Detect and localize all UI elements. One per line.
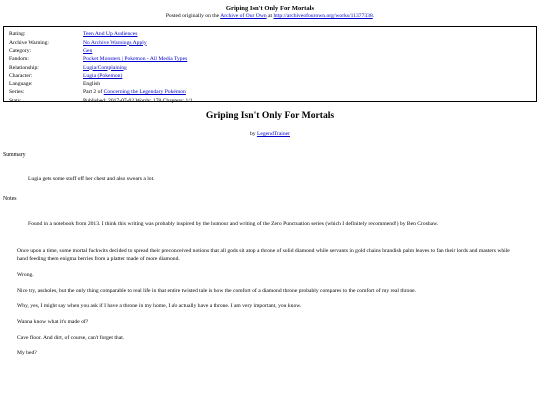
stats-label: Stats: [9, 97, 22, 104]
summary-text: Lugia gets some stuff off her chest and also swears a lot. [28, 176, 155, 183]
story-paragraph-6: Cave floor. And dirt, of course, can't forget that. [17, 334, 125, 341]
meta-relationship-row [9, 64, 530, 72]
story-paragraph-1: Once upon a time, some mortal fuckwits decided to spread their preconceived notions that all gods sit atop a throne of solid diamond while servants in gold chains brandish palm leaves to fan their lords and masters while hand feeding them enigma berries from a platter made of more diamond. [17, 248, 510, 262]
p4-before: Why, yes, I might say when you ask if I have a throne in my home, I [17, 303, 172, 310]
character-link[interactable]: Lugia (Pokemon) [83, 72, 123, 79]
meta-language-row [9, 81, 530, 89]
warning-label: Archive Warning: [9, 39, 49, 46]
warning-link[interactable]: No Archive Warnings Apply [83, 39, 147, 46]
series-prefix: Part 2 of [83, 89, 104, 96]
meta-fandom-row [9, 56, 530, 64]
export-header [0, 0, 540, 20]
relationship-link[interactable]: Lugia/Complaining [83, 64, 127, 71]
series-label: Series: [9, 89, 25, 96]
notes-heading: Notes [3, 196, 17, 203]
summary-heading: Summary [3, 151, 26, 158]
story-paragraph-5: Wanna know what it's made of? [17, 318, 89, 325]
meta-rating-row [9, 31, 530, 39]
author-link[interactable]: LegendTrainer [256, 131, 291, 138]
meta-series-row [9, 89, 530, 97]
work-title: Griping Isn't Only For Mortals [205, 109, 335, 121]
meta-stats-row [9, 97, 530, 105]
posted-suffix: . [372, 12, 375, 19]
stats-value: Published: 2017-07-02 Words: 178 Chapters: 1/1 [83, 97, 193, 104]
meta-category-row [9, 47, 530, 55]
meta-warning-row [9, 39, 530, 47]
character-label: Character: [9, 72, 33, 79]
posted-mid: at [266, 12, 274, 19]
fandom-label: Fandom: [9, 56, 29, 63]
series-link[interactable]: Concerning the Legendary Pokémon [103, 89, 186, 96]
work-url-link[interactable]: http://archiveofourown.org/works/11377338 [273, 12, 373, 19]
language-value: English [83, 81, 101, 88]
archive-link[interactable]: Archive of Our Own [220, 12, 267, 19]
category-link[interactable]: Gen [83, 48, 93, 54]
rating-link[interactable]: Teen And Up Audiences [83, 31, 138, 38]
p4-after: actually have a throne. I am very important, you know. [177, 303, 302, 310]
p4-emphasis: do [171, 303, 178, 310]
category-label: Category: [9, 48, 32, 54]
language-label: Language: [9, 81, 33, 88]
story-paragraph-2: Wrong. [17, 272, 34, 279]
relationship-label: Relationship: [9, 64, 39, 71]
work-meta-box [3, 26, 537, 102]
fandom-link[interactable]: Pocket Monsters | Pokemon - All Media Types [83, 56, 188, 63]
story-paragraph-7: My bed? [17, 350, 37, 357]
posted-line [0, 13, 540, 20]
story-body [17, 248, 522, 357]
story-paragraph-3: Nice try, assholes, but the only thing comparable to real life in that entire twisted tale is how the comfort of a diamond throne probably compares to the comfort of my real throne. [17, 287, 417, 294]
byline-prefix: by [249, 131, 257, 138]
posted-prefix: Posted originally on the [165, 12, 221, 19]
rating-label: Rating: [9, 31, 26, 38]
byline [0, 131, 540, 138]
notes-text: Found in a notebook from 2013. I think this writing was probably inspired by the humour and writing of the Zero Punctuation series (which I definitely recommend!) by Ben Croshaw. [28, 220, 439, 227]
story-paragraph-4 [17, 303, 522, 311]
export-title: Griping Isn't Only For Mortals [225, 5, 315, 12]
meta-character-row [9, 72, 530, 80]
